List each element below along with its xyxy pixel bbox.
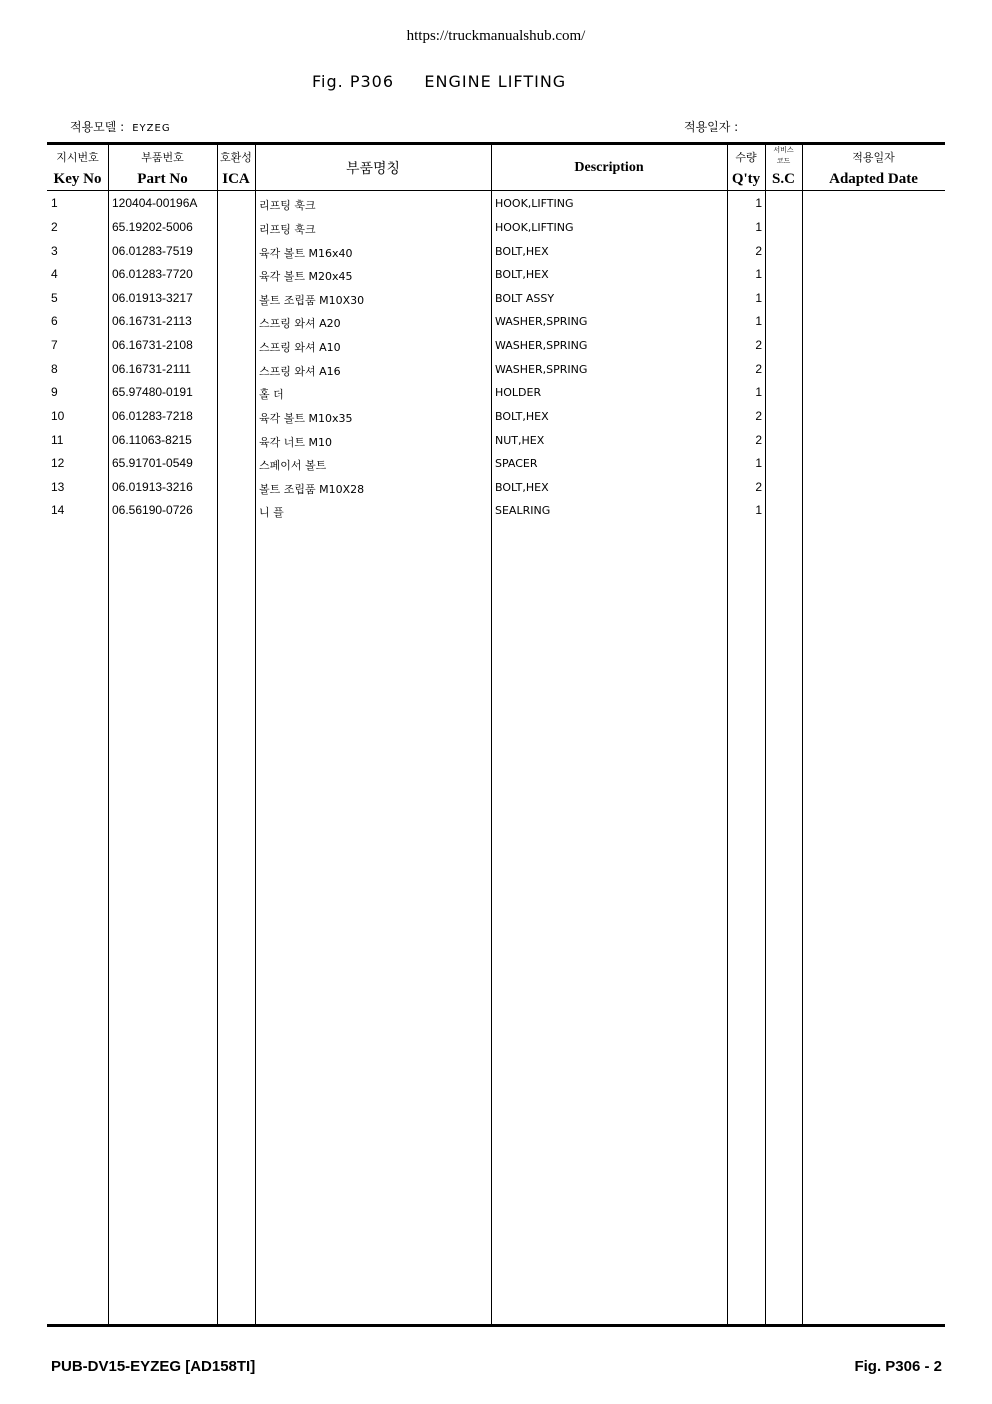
header-qty-en: Q'ty	[731, 171, 761, 187]
row-description: BOLT,HEX	[495, 245, 549, 258]
row-qty: 1	[755, 456, 762, 470]
figure-title: Fig. P306 ENGINE LIFTING	[312, 72, 567, 91]
row-description: NUT,HEX	[495, 434, 545, 447]
row-name-kr: 니 플	[259, 506, 284, 519]
row-key: 14	[51, 503, 65, 517]
col-divider	[255, 145, 256, 1324]
row-name-kr: 육각 볼트 M20x45	[259, 270, 353, 283]
publication-code: PUB-DV15-EYZEG [AD158TI]	[51, 1358, 256, 1375]
row-qty: 2	[755, 362, 762, 376]
row-description: BOLT,HEX	[495, 481, 549, 494]
row-name-kr: 리프팅 훅크	[259, 223, 316, 236]
row-qty: 1	[755, 196, 762, 210]
row-qty: 2	[755, 480, 762, 494]
row-part-no: 65.97480-0191	[112, 385, 193, 399]
row-description: BOLT,HEX	[495, 410, 549, 423]
header-key-kr: 지시번호	[56, 151, 99, 164]
row-description: WASHER,SPRING	[495, 339, 588, 352]
row-part-no: 06.01913-3217	[112, 291, 193, 305]
row-name-kr: 육각 볼트 M10x35	[259, 412, 353, 425]
row-part-no: 06.16731-2113	[112, 314, 192, 328]
row-key: 12	[51, 456, 65, 470]
table-bottom-rule	[47, 1324, 945, 1327]
row-key: 1	[51, 196, 58, 210]
row-description: SPACER	[495, 457, 538, 470]
row-key: 11	[51, 433, 64, 447]
header-name-kr: 부품명칭	[345, 161, 401, 177]
header-description: Description	[574, 160, 644, 175]
row-part-no: 06.01283-7218	[112, 409, 193, 423]
row-name-kr: 스페이서 볼트	[259, 459, 327, 472]
row-key: 3	[51, 244, 58, 258]
row-part-no: 65.19202-5006	[112, 220, 193, 234]
source-url: https://truckmanualshub.com/	[406, 28, 586, 44]
row-qty: 1	[755, 385, 762, 399]
applied-model-value: EYZEG	[132, 123, 171, 134]
header-sc-kr-2: 코드	[776, 157, 791, 165]
row-name-kr: 육각 너트 M10	[259, 436, 332, 449]
row-key: 6	[51, 314, 58, 328]
header-ica-en: ICA	[222, 171, 250, 187]
row-part-no: 06.01913-3216	[112, 480, 193, 494]
row-qty: 1	[755, 503, 762, 517]
row-description: HOLDER	[495, 386, 542, 399]
row-name-kr: 스프링 와셔 A16	[259, 365, 341, 378]
row-qty: 2	[755, 433, 762, 447]
row-description: BOLT ASSY	[495, 292, 555, 305]
header-part-en: Part No	[137, 171, 188, 187]
header-bottom-rule	[47, 190, 945, 191]
row-part-no: 06.11063-8215	[112, 433, 192, 447]
row-name-kr: 볼트 조립품 M10X28	[259, 483, 365, 496]
row-qty: 2	[755, 409, 762, 423]
row-description: SEALRING	[495, 504, 551, 517]
row-key: 13	[51, 480, 65, 494]
header-key-en: Key No	[53, 171, 102, 187]
applied-model-label: 적용모델 :	[70, 120, 125, 134]
header-ica-kr: 호환성	[220, 151, 252, 164]
col-divider	[765, 145, 766, 1324]
row-name-kr: 스프링 와셔 A10	[259, 341, 341, 354]
row-qty: 1	[755, 267, 762, 281]
row-part-no: 06.16731-2108	[112, 338, 193, 352]
header-date-kr: 적용일자	[852, 151, 895, 164]
row-description: WASHER,SPRING	[495, 363, 588, 376]
row-description: WASHER,SPRING	[495, 315, 588, 328]
row-key: 10	[51, 409, 65, 423]
row-name-kr: 스프링 와셔 A20	[259, 317, 341, 330]
header-sc-kr-1: 서비스	[773, 146, 794, 154]
table-top-rule	[47, 142, 945, 145]
row-part-no: 06.01283-7519	[112, 244, 193, 258]
col-divider	[108, 145, 109, 1324]
row-description: HOOK,LIFTING	[495, 197, 574, 210]
row-qty: 1	[755, 220, 762, 234]
row-key: 8	[51, 362, 58, 376]
row-key: 7	[51, 338, 58, 352]
row-key: 9	[51, 385, 58, 399]
row-key: 4	[51, 267, 58, 281]
row-part-no: 120404-00196A	[112, 196, 198, 210]
col-divider	[217, 145, 218, 1324]
row-name-kr: 육각 볼트 M16x40	[259, 247, 353, 260]
row-key: 2	[51, 220, 58, 234]
page-number: Fig. P306 - 2	[854, 1358, 942, 1375]
col-divider	[802, 145, 803, 1324]
row-qty: 1	[755, 291, 762, 305]
row-name-kr: 볼트 조립품 M10X30	[259, 294, 365, 307]
row-name-kr: 리프팅 훅크	[259, 199, 316, 212]
row-part-no: 65.91701-0549	[112, 456, 193, 470]
row-part-no: 06.01283-7720	[112, 267, 193, 281]
applied-date-label: 적용일자 :	[684, 120, 739, 134]
row-description: BOLT,HEX	[495, 268, 549, 281]
header-sc-en: S.C	[772, 171, 795, 187]
row-qty: 1	[755, 314, 762, 328]
row-part-no: 06.56190-0726	[112, 503, 193, 517]
row-qty: 2	[755, 244, 762, 258]
header-date-en: Adapted Date	[829, 171, 918, 187]
applied-model	[70, 118, 171, 135]
row-qty: 2	[755, 338, 762, 352]
col-divider	[491, 145, 492, 1324]
header-qty-kr: 수량	[735, 151, 757, 164]
row-name-kr: 홀 더	[259, 388, 284, 401]
row-description: HOOK,LIFTING	[495, 221, 574, 234]
row-part-no: 06.16731-2111	[112, 362, 191, 376]
header-part-kr: 부품번호	[141, 151, 184, 164]
row-key: 5	[51, 291, 58, 305]
